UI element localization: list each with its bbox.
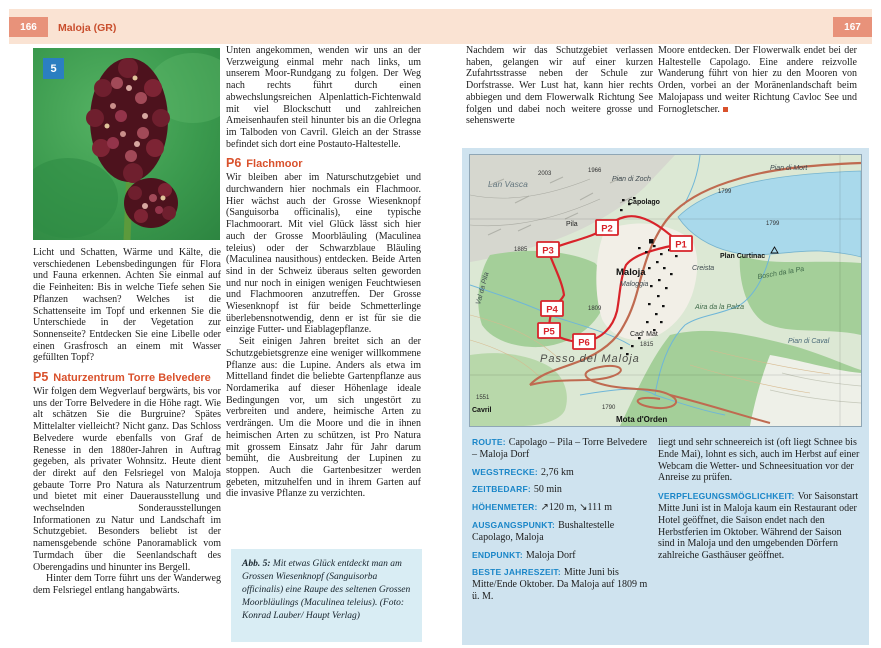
info-row-route [472, 437, 654, 461]
map-label: Aira da la Palza [695, 304, 745, 311]
info-value: Capolago – Pila – Torre Belvedere – Maloja Dorf [472, 437, 648, 460]
map-label: Pila [566, 221, 578, 228]
map-label: Cad' Mat [630, 331, 658, 338]
map-label: Maloggia [620, 281, 649, 288]
info-value: Mitte Juni bis Mitte/Ende Oktober. Da Maloja auf 1809 m ü. M. [472, 567, 648, 602]
map-elevation: 2003 [538, 171, 552, 177]
paragraph: Unten angekommen, wenden wir uns an der Verzweigung einmal mehr nach links, um unserem Moor-Rundgang zu folgen. Der Weg nach rechts führt durch einen abwechslungsreichen Alpenlattich-Fichtenwald mit viel Blockschutt und zahlreichen Ameisenhaufen steil hinunter bis an die Orlegna im Talboden von Cavril. Gleich an der Strasse befindet sich dort eine Postauto-Haltestelle. [226, 45, 421, 150]
header-bar [9, 9, 872, 44]
info-value: 50 min [533, 484, 562, 496]
map-label: Pian di Mort [770, 165, 808, 172]
map-label-maloja: Maloja [616, 267, 646, 278]
map-label-pass: Passo del Maloja [540, 353, 640, 365]
page-number-right: 167 [833, 17, 872, 37]
left-page-column-1 [33, 247, 221, 597]
info-value: ↗120 m, ↘111 m [540, 502, 613, 514]
paragraph: Wir bleiben aber im Naturschutzgebiet und durchwandern hier nochmals ein Flachmoor. Hier wächst auch der Grosse Wiesenknopf (Sanguisorba officinalis), eine typische Flachmoorart. Mit viel Glück lässt sich hier auch der Grosse Moorbläuling (Maculinea teleius) oder der Schwarzblaue Bläuling (Maculinea nausithous) entdecken. Beide Arten sind in der Schweiz überaus selten geworden und nur noch in einigen wenigen Feuchtwiesen und Flachmooren anzutreffen. Der Grosse Wiesenknopf ist für beide Schmetterlinge überlebensnotwendig, denn er ist für sie die einzige Futter- und Eiablagepflanze. [226, 172, 421, 336]
info-row-ausgangspunkt [472, 520, 654, 544]
info-row-hoehenmeter [472, 502, 654, 514]
svg-text:P3: P3 [542, 245, 554, 257]
map-label: Mota d'Orden [616, 415, 668, 424]
map-label: Pian di Zoch [612, 176, 651, 183]
map-marker-p5 [538, 323, 560, 338]
waypoint-tag: P5 [33, 370, 49, 385]
map-label: Val da Pila [475, 271, 491, 306]
info-label: ZEITBEDARF: [472, 484, 531, 495]
map-label: Capolago [628, 199, 660, 206]
info-label: WEGSTRECKE: [472, 466, 538, 477]
section-heading-p5 [33, 370, 221, 384]
section-heading-p6 [226, 156, 421, 170]
info-row-beste-jahreszeit [472, 567, 654, 602]
right-page-column-1 [466, 45, 653, 127]
info-label: ROUTE: [472, 437, 506, 447]
flower-photo [33, 48, 220, 240]
info-value: Bushaltestelle Capolago, Maloja [472, 519, 615, 543]
map-elevation: 1966 [588, 168, 602, 174]
page-number-left: 166 [9, 17, 48, 37]
map-elevation: 1885 [514, 247, 528, 253]
map-elevation: 1815 [640, 342, 654, 348]
hiking-map-image [470, 155, 861, 426]
paragraph: Licht und Schatten, Wärme und Kälte, die verschiedenen Lebensbedingungen für Flora und Fauna erkennen. Achten Sie einmal auf die Feinheiten: Bis in welche Tiefe sehen Sie Pflanzen wachsen? Welches ist die Schattenseite im Topf und erkennen Sie die Unterschiede in der Vegetation zur Sonnenseite? Entdecken Sie eine Libelle oder einen Grasfrosch an einem mit Wasser gefüllten Topf? [33, 247, 221, 364]
info-label: BESTE JAHRESZEIT: [472, 567, 561, 578]
map-marker-p4 [541, 301, 563, 316]
right-page-column-2 [658, 45, 857, 115]
info-label: HÖHENMETER: [472, 502, 538, 513]
map-elevation: 1799 [718, 189, 732, 195]
route-facts-right [658, 437, 860, 568]
info-row-endpunkt [472, 550, 654, 562]
map-elevation: 1551 [476, 395, 490, 401]
svg-text:P1: P1 [675, 239, 687, 251]
photo-number-badge: 5 [43, 58, 64, 79]
paragraph: Wir folgen dem Wegverlauf bergwärts, bis vor uns der Torre Belvedere in die Höhe ragt. Wie alt schätzen Sie die Burgruine? Spätes Mittelalter vielleicht? Nicht ganz. Das Schloss Belvedere wurde ebenfalls von Graf de Renesse in den 1880er-Jahren in Auftrag gegeben, als privater Wohnsitz. Heute dient der direkt auf den Felsriegel von Maloja gebaute Torre Pro Natura als Naturzentrum und bietet mit einer Dauerausstellung und wechselnden Sonderausstellungen Informationen zu Natur und Landschaft im Schutzgebiet. Besonders beliebt ist der namensgebende schöne Panoramablick vom Turmdach über die Seenlandschaft des Oberengadins und hinunter ins Bergell. [33, 386, 221, 573]
paragraph: Seit einigen Jahren breitet sich an der Schutzgebietsgrenze eine weniger willkommene Pflanze aus: die Lupine. Anders als etwa im Mittelland findet die beliebte Gartenpflanze aus Nordamerika auf dieser Höhenlage ideale Bedingungen vor, um sich ungestört zu verbreiten und andere, heimische Arten zu verdrängen. Um die Moore und die in ihnen heimischen Arten zu schützen, ist Pro Natura mit grossem Einsatz Jahr für Jahr darum bemüht, die Ausbreitung der Lupinen zu stoppen. Auch die Gartenbesitzer werden gebeten, mitzuhelfen und in ihrem Garten auf die invasive Pflanze zu verzichten. [226, 336, 421, 500]
caption-label: Abb. 5: [242, 559, 271, 569]
svg-text:P6: P6 [578, 337, 590, 349]
paragraph: Hinter dem Torre führt uns der Wanderweg dem Felsriegel entlang hangabwärts. [33, 573, 221, 596]
waypoint-tag: P6 [226, 156, 242, 171]
info-row-verpflegung [658, 491, 860, 562]
info-row-wegstrecke [472, 467, 654, 479]
route-info-panel [462, 148, 869, 645]
figure-caption-box [231, 549, 422, 642]
info-label: ENDPUNKT: [472, 549, 523, 560]
map-label: Plan Curtinac [720, 253, 766, 260]
svg-text:P5: P5 [543, 326, 555, 338]
map-elevation: 1799 [766, 221, 780, 227]
map-label: Bosch da la Pa [757, 265, 805, 281]
map-elevation: 1809 [588, 306, 602, 312]
map-label: Creista [692, 265, 715, 272]
paragraph [658, 45, 857, 115]
paragraph: Nachdem wir das Schutzgebiet verlassen haben, gelangen wir auf einer kurzen Zufahrtsstrasse neben der Schule zur Dorfstrasse. Wer Lust hat, kann hier rechts abbiegen und dem Flowerwalk Richtung See folgen und dabei noch weitere grosse und sehenswerte [466, 45, 653, 127]
map-label: Cavril [472, 407, 492, 414]
info-row-zeitbedarf [472, 484, 654, 496]
waypoint-title: Flachmoor [246, 158, 303, 171]
info-label: VERPFLEGUNGSMÖGLICHKEIT: [658, 491, 795, 502]
map-marker-p1 [670, 236, 692, 251]
waypoint-title: Naturzentrum Torre Belvedere [53, 372, 211, 385]
info-value: Maloja Dorf [525, 549, 576, 561]
paragraph-text: Moore entdecken. Der Flowerwalk endet bei der Haltestelle Capolago. Eine andere reizvolle Wanderung führt von hier zu den Mooren von Orden, vorbei an der Moränenlandschaft beim Malojapass und weiter Richtung Cavloc See und Fornogletscher. [658, 45, 857, 115]
map-label: Pian di Caval [788, 338, 830, 345]
info-label: AUSGANGSPUNKT: [472, 519, 556, 530]
section-title: Maloja (GR) [58, 22, 117, 34]
map-marker-p2 [596, 220, 618, 235]
svg-text:P4: P4 [546, 304, 558, 316]
map-marker-p6 [573, 334, 595, 349]
map-elevation: 1790 [602, 405, 616, 411]
map-marker-p3 [537, 242, 559, 257]
left-page-column-2 [226, 45, 421, 500]
map-label: Lan Vasca [488, 179, 528, 189]
svg-text:P2: P2 [601, 223, 613, 235]
info-continuation: liegt und sehr schneereich ist (oft liegt Schnee bis Ende Mai), lohnt es sich, auch im Herbst auf einer Webcam die Wetter- und Schneesituation vor der Anreise zu prüfen. [658, 437, 860, 484]
flower-head-small [124, 178, 178, 228]
end-of-article-mark [723, 107, 728, 112]
hiking-map [470, 155, 861, 426]
route-facts-left [472, 437, 654, 609]
caption-text: Mit etwas Glück entdeckt man am Grossen Wiesenknopf (Sanguisorba officinalis) eine Raupe des seltenen Grossen Moorbläulings (Maculinea teleius). (Foto: Konrad Lauber/ Haupt Verlag) [242, 559, 411, 621]
info-value: 2,76 km [540, 466, 574, 478]
info-value: Vor Saisonstart Mitte Juni ist in Maloja kaum ein Restaurant oder Hotel geöffnet, die Saison endet nach den Herbstferien im Oktober. Während der Saison sind in Maloja und den umgebenden Dörfern zahlreiche Gasthäuser geöffnet. [658, 491, 859, 562]
